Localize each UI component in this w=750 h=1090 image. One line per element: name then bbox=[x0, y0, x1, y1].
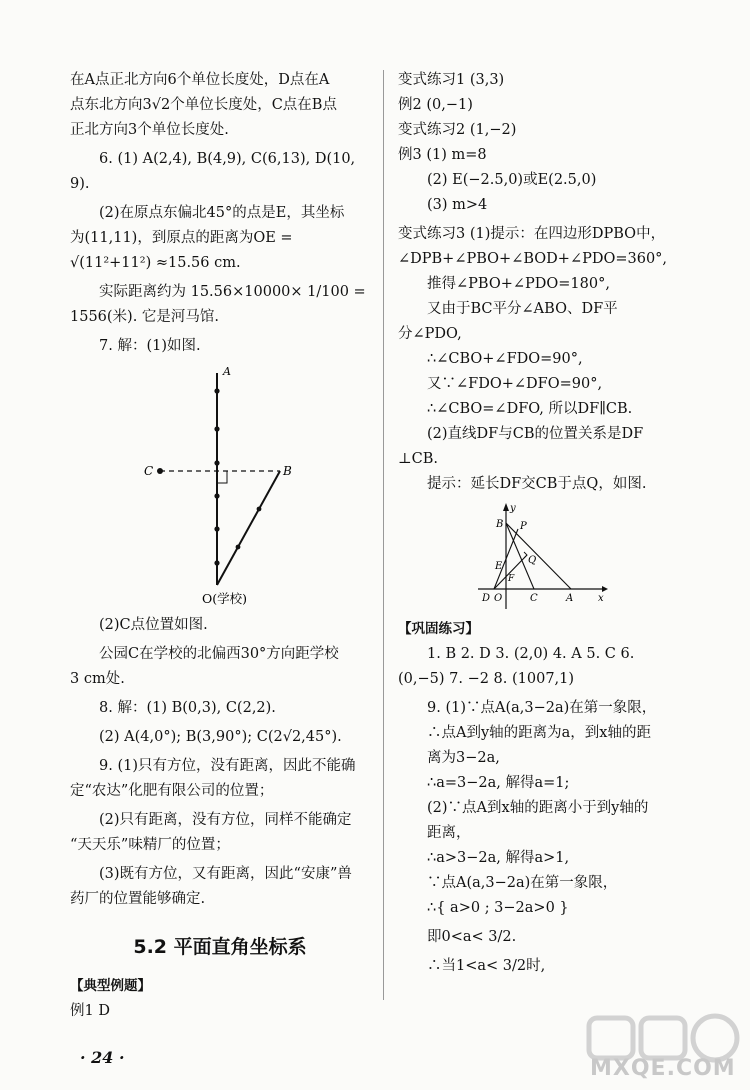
q9-part1: 9. (1)只有方位，没有距离，因此不能确 bbox=[99, 758, 356, 774]
label-b: B bbox=[496, 519, 504, 530]
q9-line: ∴当1<a< 3/2时, bbox=[427, 958, 546, 974]
tick-point bbox=[214, 560, 219, 565]
ob-line bbox=[217, 471, 280, 585]
answers-line: (0,−5) 7. −2 8. (1007,1) bbox=[398, 671, 575, 687]
label-o: O bbox=[494, 593, 503, 604]
label-f: F bbox=[508, 574, 515, 584]
q7-title: 7. 解：(1)如图. bbox=[99, 338, 201, 354]
q9-line: 距离， bbox=[427, 825, 471, 841]
proof-line: 又∵∠FDO+∠DFO=90°, bbox=[427, 376, 603, 392]
q6-part1-cont: 9). bbox=[70, 176, 90, 192]
actual-distance-cont: 1556(米). 它是河马馆. bbox=[70, 309, 220, 325]
label-q: Q bbox=[528, 555, 537, 566]
tick-point bbox=[214, 526, 219, 531]
q7-part3-cont: 3 cm处. bbox=[70, 671, 125, 687]
q6-part2-cont: 为(11,11)，到原点的距离为OE = bbox=[70, 230, 293, 246]
q6-part1: 6. (1) A(2,4), B(4,9), C(6,13), D(10, bbox=[99, 151, 356, 167]
page-number: · 24 · bbox=[80, 1048, 125, 1067]
tick-point bbox=[257, 507, 262, 512]
direction-figure bbox=[70, 363, 370, 613]
line-ba bbox=[506, 523, 571, 589]
proof-line: 推得∠PBO+∠PDO=180°, bbox=[427, 276, 610, 292]
proof-line: ⊥CB. bbox=[398, 451, 438, 467]
example-3-part3: (3) m>4 bbox=[427, 197, 488, 213]
typical-examples-header: 【典型例题】 bbox=[70, 978, 151, 994]
y-axis-arrow bbox=[503, 503, 509, 511]
proof-line: ∴∠CBO+∠FDO=90°, bbox=[427, 351, 583, 367]
tick-point bbox=[236, 545, 241, 550]
label-d: D bbox=[482, 593, 491, 604]
proof-line: ∠DPB+∠PBO+∠BOD+∠PDO=360°, bbox=[398, 251, 668, 267]
label-x: x bbox=[598, 593, 604, 604]
proof-line: ∴∠CBO=∠DFO, 所以DF∥CB. bbox=[427, 401, 633, 417]
q7-part2: (2)C点位置如图. bbox=[99, 617, 208, 633]
tick-point bbox=[214, 460, 219, 465]
q9-part1-cont: 定“农达”化肥有限公司的位置； bbox=[70, 783, 274, 799]
x-axis-arrow bbox=[602, 586, 608, 592]
answers-line: 1. B 2. D 3. (2,0) 4. A 5. C 6. bbox=[427, 646, 635, 662]
example-3: 例3 (1) m=8 bbox=[398, 147, 487, 163]
q9-line: (2)∵点A到x轴的距离小于到y轴的 bbox=[427, 800, 649, 816]
consolidate-header: 【巩固练习】 bbox=[398, 621, 479, 637]
q8-part2: (2) A(4,0°); B(3,90°); C(2√2,45°). bbox=[99, 729, 342, 745]
label-b: B bbox=[283, 464, 292, 478]
label-a: A bbox=[223, 365, 231, 378]
variant-1: 变式练习1 (3,3) bbox=[398, 72, 505, 88]
variant-3: 变式练习3 (1)提示：在四边形DPBO中， bbox=[398, 226, 666, 242]
quadrilateral-figure bbox=[478, 501, 608, 611]
hint-line: 提示：延长DF交CB于点Q，如图. bbox=[427, 476, 647, 492]
q9-part3-cont: 药厂的位置能够确定. bbox=[70, 891, 206, 907]
actual-distance: 实际距离约为 15.56×10000× 1/100 = bbox=[99, 284, 366, 300]
left-column bbox=[70, 68, 370, 1024]
tick-point bbox=[214, 426, 219, 431]
q9-part2-cont: “天天乐”味精厂的位置； bbox=[70, 837, 230, 853]
label-e: E bbox=[495, 561, 503, 572]
proof-line: 分∠PDO, bbox=[398, 326, 462, 342]
proof-line: 又由于BC平分∠ABO、DF平 bbox=[427, 301, 618, 317]
q7-part3: 公园C在学校的北偏西30°方向距学校 bbox=[99, 646, 339, 662]
label-c: C bbox=[144, 464, 154, 478]
q8-part1: 8. 解：(1) B(0,3), C(2,2). bbox=[99, 700, 276, 716]
q9-line: ∵点A(a,3−2a)在第一象限， bbox=[427, 875, 618, 891]
q9-line: 即0<a< 3/2. bbox=[427, 929, 517, 945]
label-o: O(学校) bbox=[202, 591, 248, 606]
q6-distance: √(11²+11²) ≈15.56 cm. bbox=[70, 255, 241, 271]
tick-point bbox=[214, 493, 219, 498]
variant-2: 变式练习2 (1,−2) bbox=[398, 122, 517, 138]
q9-line: 离为3−2a, bbox=[427, 750, 500, 766]
tick-point bbox=[214, 388, 219, 393]
q9-line: ∴a=3−2a, 解得a=1; bbox=[427, 775, 570, 791]
watermark-text: MXQE.COM bbox=[590, 1056, 736, 1081]
q9-system: ∴{ a>0 ; 3−2a>0 } bbox=[427, 900, 569, 916]
text-line: 点东北方向3√2个单位长度处，C点在B点 bbox=[70, 97, 337, 113]
proof-line: (2)直线DF与CB的位置关系是DF bbox=[427, 426, 644, 442]
q9-line: 9. (1)∵点A(a,3−2a)在第一象限， bbox=[427, 700, 657, 716]
section-title: 5.2 平面直角坐标系 bbox=[133, 936, 307, 958]
text-line: 正北方向3个单位长度处. bbox=[70, 122, 229, 138]
example-3-part2: (2) E(−2.5,0)或E(2.5,0) bbox=[427, 172, 597, 188]
label-y: y bbox=[510, 503, 516, 514]
text-line: 在A点正北方向6个单位长度处，D点在A bbox=[70, 72, 330, 88]
q6-part2: (2)在原点东偏北45°的点是E，其坐标 bbox=[99, 205, 345, 221]
point-c bbox=[157, 468, 163, 474]
label-a: A bbox=[566, 593, 574, 604]
label-c: C bbox=[530, 593, 538, 604]
column-divider bbox=[383, 70, 384, 1000]
right-angle-mark bbox=[217, 471, 227, 483]
q9-part2: (2)只有距离，没有方位，同样不能确定 bbox=[99, 812, 352, 828]
label-p: P bbox=[520, 521, 527, 532]
right-column bbox=[398, 68, 700, 979]
q9-part3: (3)既有方位，又有距离，因此“安康”兽 bbox=[99, 866, 352, 882]
q9-line: ∴a>3−2a, 解得a>1, bbox=[427, 850, 570, 866]
example-1: 例1 D bbox=[70, 1003, 110, 1019]
q9-line: ∴点A到y轴的距离为a，到x轴的距 bbox=[427, 725, 651, 741]
right-angle-mark bbox=[524, 552, 527, 558]
example-2: 例2 (0,−1) bbox=[398, 97, 473, 113]
